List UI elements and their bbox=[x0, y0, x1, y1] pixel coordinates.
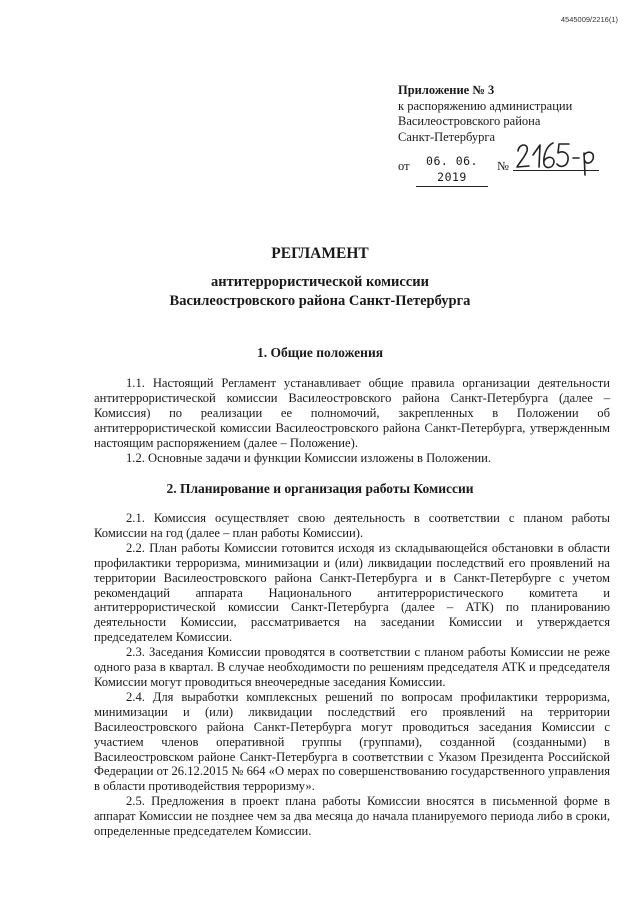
subtitle-line: антитеррористической комиссии bbox=[211, 274, 429, 290]
document-subtitle bbox=[0, 273, 640, 311]
paragraph: 1.1. Настоящий Регламент устанавливает общие правила организации деятельности антитеррористической комиссии Василеостровского района Санкт-Петербурга (далее – Комиссия) по реализации ее полномочий, закрепленных в Положении об антитеррористической комиссии Василеостровского района Санкт-Петербурга, утвержденным настоящим распоряжением (далее – Положение). bbox=[94, 376, 610, 450]
order-date: 06. 06. 2019 bbox=[416, 154, 488, 187]
appendix-line: к распоряжению администрации bbox=[398, 98, 573, 113]
paragraph: 1.2. Основные задачи и функции Комиссии изложены в Положении. bbox=[126, 450, 492, 465]
section-body bbox=[94, 376, 610, 465]
section-body bbox=[94, 511, 610, 839]
appendix-title: Приложение № 3 bbox=[398, 83, 495, 97]
appendix-block bbox=[398, 83, 628, 184]
date-number-line bbox=[398, 149, 628, 184]
subtitle-line: Василеостровского района Санкт-Петербурга bbox=[169, 293, 471, 309]
document-id: 4545009/2216(1) bbox=[560, 15, 618, 24]
document-title: РЕГЛАМЕНТ bbox=[271, 245, 369, 262]
date-prefix: от bbox=[398, 159, 410, 173]
paragraph: 2.2. План работы Комиссии готовится исходя из складывающейся обстановки в области профилактики терроризма, минимизации и (или) ликвидации последствий его проявлений на территории Василеостровского района Санкт-Петербурга и в Санкт-Петербурге с учетом рекомендаций аппарата Национального антитеррористического комитета и антитеррористической комиссии Санкт-Петербурга (далее – АТК) по планированию деятельности Комиссии, рассматривается на заседании Комиссии и утверждается председателем Комиссии. bbox=[94, 540, 610, 645]
section-heading: 1. Общие положения bbox=[256, 345, 384, 360]
number-prefix: № bbox=[497, 159, 509, 173]
section-heading: 2. Планирование и организация работы Комиссии bbox=[166, 481, 474, 496]
handwritten-order-number bbox=[515, 137, 605, 177]
appendix-line: Санкт-Петербурга bbox=[398, 129, 496, 144]
paragraph: 2.4. Для выработки комплексных решений по вопросам профилактики терроризма, минимизации и (или) ликвидации последствий его проявлений на территории Василеостровского района Санкт-Петербурга могут проводиться заседания Комиссии с участием членов оперативной группы (группами), созданной (созданными) в Василеостровском районе Санкт-Петербурга в соответствии с Указом Президента Российской Федерации от 26.12.2015 № 664 «О мерах по совершенствованию государственного управления в области противодействия терроризму». bbox=[94, 689, 610, 794]
paragraph: 2.3. Заседания Комиссии проводятся в соответствии с планом работы Комиссии не реже одного раза в квартал. В случае необходимости по решениям председателя АТК и председателя Комиссии могут проводиться внеочередные заседания Комиссии. bbox=[94, 645, 610, 689]
appendix-line: Василеостровского района bbox=[398, 114, 541, 128]
paragraph: 2.5. Предложения в проект плана работы Комиссии вносятся в письменной форме в аппарат Комиссии не позднее чем за два месяца до начала планируемого периода либо в сроки, определенные председателем Комиссии. bbox=[94, 794, 610, 839]
paragraph: 2.1. Комиссия осуществляет свою деятельность в соответствии с планом работы Комиссии на год (далее – план работы Комиссии). bbox=[94, 511, 610, 540]
